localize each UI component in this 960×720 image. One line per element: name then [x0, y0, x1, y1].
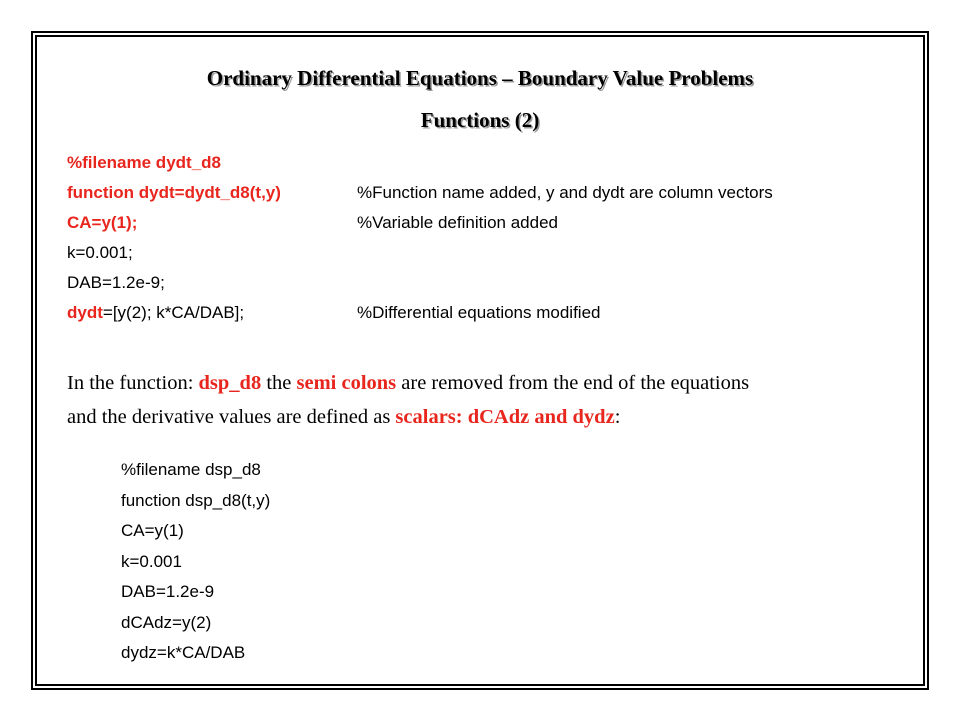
code2-line: function dsp_d8(t,y) [121, 490, 271, 510]
paragraph-line-1 [67, 366, 749, 400]
para-text: and the derivative values are defined as [67, 406, 396, 428]
code2-line: k=0.001 [121, 551, 182, 571]
code-dydt-expr: =[y(2); k*CA/DAB]; [102, 303, 245, 322]
paragraph-line-2 [67, 400, 620, 434]
code-line-ca: CA=y(1); [67, 213, 138, 232]
para-text: : [614, 406, 621, 428]
slide-subtitle: Functions (2) [420, 108, 540, 132]
code2-line: %filename dsp_d8 [121, 460, 261, 479]
code-line-dydt [67, 298, 281, 328]
code-line-dab: DAB=1.2e-9; [67, 273, 165, 292]
para-highlight-scalars: scalars: dCAdz and dydz [395, 406, 615, 428]
code-block-dsp [121, 455, 270, 669]
code-line-function: function dydt=dydt_d8(t,y) [67, 183, 281, 202]
comment-function: %Function name added, y and dydt are column vectors [357, 183, 773, 202]
code-block-dydt [67, 148, 281, 328]
code2-line: dydz=k*CA/DAB [121, 643, 246, 662]
comment-variable: %Variable definition added [357, 213, 558, 232]
para-highlight-semicolons: semi colons [296, 372, 397, 394]
code-line-filename: %filename dydt_d8 [67, 153, 221, 172]
comment-equations: %Differential equations modified [357, 303, 601, 322]
code-dydt-var: dydt [67, 303, 103, 322]
code2-line: DAB=1.2e-9 [121, 582, 215, 601]
slide-title: Ordinary Differential Equations – Boundary Value Problems [206, 66, 754, 90]
code2-line: dCAdz=y(2) [121, 612, 212, 632]
para-text: In the function: [67, 372, 199, 394]
code-line-k: k=0.001; [67, 243, 133, 262]
para-highlight-function: dsp_d8 [198, 372, 262, 394]
para-text: are removed from the end of the equations [396, 372, 750, 394]
para-text: the [261, 372, 297, 394]
code2-line: CA=y(1) [121, 521, 184, 540]
